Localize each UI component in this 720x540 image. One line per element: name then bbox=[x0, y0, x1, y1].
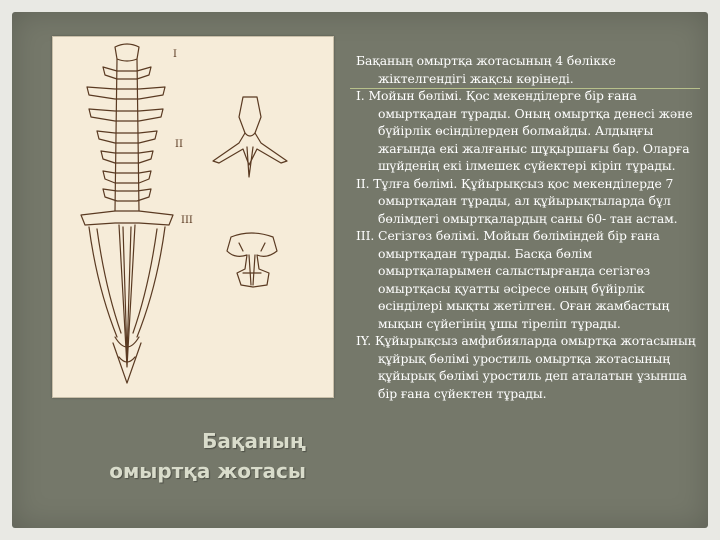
title-line-2: омыртқа жотасы bbox=[109, 459, 306, 483]
sacral-vertebra-view bbox=[227, 233, 277, 287]
title-line-1: Бақаның bbox=[202, 429, 306, 453]
paragraph-neck-section: I. Мойын бөлімі. Қос мекенділерге бір ғана омыртқадан тұрады. Оның омыртқа денесі және бүйірлік өсінділерден болмайды. Алдыңғы жағында екі жалғаныс шұқыршағы бар. Оларға шүйденің екі ілмешек сүйектері кіріп тұрады. bbox=[356, 88, 693, 173]
label-i: I bbox=[173, 49, 177, 60]
slide-background bbox=[12, 12, 708, 528]
label-iii: III bbox=[181, 215, 193, 226]
slide-title bbox=[36, 426, 306, 486]
frog-spine-figure bbox=[52, 36, 334, 398]
paragraph-sacral-section: III. Сегізгөз бөлімі. Мойын бөліміндей бір ғана омыртқадан тұрады. Басқа бөлім омыртқаларымен салыстырғанда сегізгөз омыртқасы қуатты әсіресе оның бүйірлік өсінділері мықты жетілген. Оған жамбастың мықын сүйегінің ұшы тіреліп тұрады. bbox=[356, 228, 670, 331]
content-text-block bbox=[356, 52, 704, 402]
full-spine-illustration bbox=[81, 44, 173, 383]
paragraph-intro: Бақаның омыртқа жотасының 4 бөлікке жіктелгендігі жақсы көрінеді. bbox=[356, 53, 616, 86]
spine-drawing bbox=[53, 37, 333, 397]
vertebra-top-view bbox=[213, 97, 287, 177]
label-ii: II bbox=[175, 139, 183, 150]
paragraph-trunk-section: II. Тұлға бөлімі. Құйырықсыз қос мекенділерде 7 омыртқадан тұрады, ал құйырықтыларда бұл бөлімдегі омыртқалардың саны 60- тан астам. bbox=[356, 175, 678, 226]
section-markers bbox=[173, 49, 193, 226]
paragraph-tail-section: IY. Құйырықсыз амфибияларда омыртқа жотасының құйрық бөлімі уростиль омыртқа жотасының құйырық бөлімі уростиль деп аталатын ұзынша бір ғана сүйектен тұрады. bbox=[356, 333, 696, 401]
